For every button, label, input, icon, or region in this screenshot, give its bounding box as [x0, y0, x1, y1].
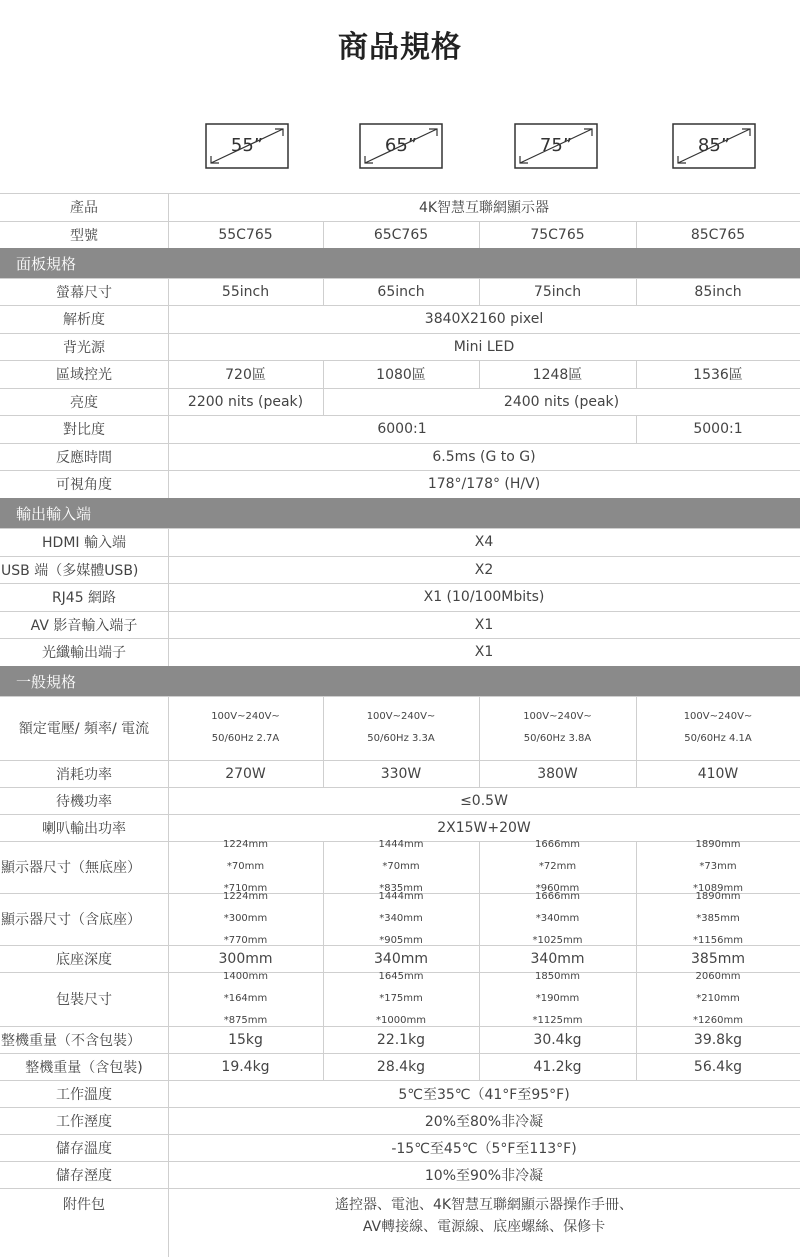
dim-stand-55: 1224mm *300mm *770mm	[223, 891, 268, 946]
speaker-value: 2X15W+20W	[437, 819, 531, 836]
model-75: 75C765	[530, 226, 585, 243]
power-65: 100V~240V~ 50/60Hz 3.3A	[366, 711, 436, 744]
backlight-value: Mini LED	[453, 338, 515, 355]
row-label-storage-humidity: 儲存溼度	[56, 1167, 112, 1184]
row-label-optical-output: 光纖輸出端子	[42, 645, 126, 661]
resolution-value: 3840X2160 pixel	[424, 311, 544, 327]
row-label-av-input: AV 影音輸入端子	[30, 617, 138, 634]
dim-nostand-75: 1666mm *72mm *960mm	[535, 839, 580, 894]
response-value: 6.5ms (G to G)	[432, 448, 536, 465]
size-85-icon	[672, 123, 756, 169]
contrast-55-75: 6000:1	[377, 421, 427, 437]
row-label-standby-power: 待機功率	[56, 793, 112, 810]
optical-value: X1	[474, 644, 494, 660]
row-label-speaker-output: 喇叭輸出功率	[42, 820, 126, 837]
row-label-viewing-angle: 可視角度	[56, 477, 112, 493]
gross-weight-65: 28.4kg	[376, 1058, 426, 1075]
section-panel-specs: 面板規格	[0, 248, 800, 278]
contrast-85: 5000:1	[693, 421, 743, 437]
section-io-ports: 輸出輸入端	[0, 498, 800, 528]
size-85-label: 85”	[697, 135, 731, 156]
model-85: 85C765	[690, 226, 746, 243]
dim-stand-75: 1666mm *340mm *1025mm	[532, 891, 583, 946]
section-general-specs: 一般規格	[0, 666, 800, 696]
brightness-55: 2200 nits (peak)	[187, 393, 304, 410]
size-65-label: 65”	[384, 135, 418, 156]
operating-temp-value: 5℃至35℃（41°F至95°F)	[398, 1086, 570, 1103]
stand-depth-65: 340mm	[374, 950, 428, 967]
size-55-icon	[205, 123, 289, 169]
operating-humidity-value: 20%至80%非冷凝	[424, 1113, 544, 1130]
zones-65: 1080區	[376, 367, 426, 383]
package-75: 1850mm *190mm *1125mm	[532, 971, 583, 1026]
usb-value: X2	[474, 561, 494, 578]
row-label-operating-humidity: 工作溼度	[56, 1113, 112, 1130]
storage-humidity-value: 10%至90%非冷凝	[424, 1167, 544, 1184]
product-value: 4K智慧互聯網顯示器	[418, 200, 550, 216]
screen-55: 55inch	[221, 283, 270, 300]
net-weight-75: 30.4kg	[533, 1031, 582, 1048]
brightness-65-85: 2400 nits (peak)	[503, 393, 620, 410]
av-value: X1	[474, 616, 494, 633]
package-65: 1645mm *175mm *1000mm	[376, 971, 426, 1026]
storage-temp-value: -15℃至45℃（5°F至113°F)	[391, 1140, 577, 1157]
net-weight-65: 22.1kg	[376, 1031, 426, 1048]
dim-nostand-65: 1444mm *70mm *835mm	[378, 839, 424, 894]
row-label-contrast: 對比度	[63, 422, 105, 438]
package-55: 1400mm *164mm *875mm	[223, 971, 268, 1026]
gross-weight-75: 41.2kg	[533, 1058, 582, 1075]
dim-stand-65: 1444mm *340mm *905mm	[378, 891, 424, 946]
row-label-hdmi: HDMI 輸入端	[42, 535, 126, 551]
zones-55: 720區	[225, 367, 266, 383]
row-label-response-time: 反應時間	[56, 449, 112, 466]
row-label-dimensions-with-stand: 顯示器尺寸（含底座）	[1, 912, 141, 928]
consumption-65: 330W	[380, 765, 422, 782]
standby-value: ≤0.5W	[460, 792, 508, 809]
power-75: 100V~240V~ 50/60Hz 3.8A	[523, 711, 592, 744]
dim-nostand-85: 1890mm *73mm *1089mm	[693, 839, 743, 894]
row-label-operating-temp: 工作溫度	[56, 1086, 112, 1103]
stand-depth-55: 300mm	[218, 950, 273, 967]
row-label-gross-weight: 整機重量（含包裝)	[25, 1059, 143, 1076]
zones-85: 1536區	[693, 367, 743, 383]
row-label-power-consumption: 消耗功率	[56, 766, 112, 783]
size-65-icon	[359, 123, 443, 169]
gross-weight-55: 19.4kg	[221, 1058, 270, 1075]
dim-nostand-55: 1224mm *70mm *710mm	[223, 839, 268, 894]
consumption-55: 270W	[225, 765, 266, 782]
row-label-rj45: RJ45 網路	[51, 590, 117, 606]
model-65: 65C765	[373, 226, 429, 243]
row-label-brightness: 亮度	[70, 394, 98, 411]
size-75-label: 75”	[539, 135, 573, 156]
row-label-backlight: 背光源	[63, 339, 105, 356]
model-55: 55C765	[218, 226, 273, 243]
row-label-stand-depth: 底座深度	[56, 951, 112, 968]
row-label-usb: USB 端（多媒體USB)	[1, 562, 139, 579]
size-55-label: 55”	[230, 135, 264, 156]
accessories-value: 遙控器、電池、4K智慧互聯網顯示器操作手冊、 AV轉接線、電源線、底座螺絲、保修卡	[334, 1197, 634, 1235]
size-75-icon	[514, 123, 598, 169]
row-label-dimensions-no-stand: 顯示器尺寸（無底座）	[1, 860, 141, 876]
zones-75: 1248區	[532, 367, 583, 383]
stand-depth-85: 385mm	[691, 950, 745, 967]
gross-weight-85: 56.4kg	[693, 1058, 743, 1075]
dim-stand-85: 1890mm *385mm *1156mm	[693, 891, 743, 946]
row-label-resolution: 解析度	[63, 312, 105, 328]
row-label-product: 產品	[70, 200, 98, 216]
row-label-model: 型號	[70, 227, 98, 244]
row-label-accessories: 附件包	[63, 1197, 105, 1213]
row-label-power-rating: 額定電壓/ 頻率/ 電流	[18, 721, 150, 737]
screen-85: 85inch	[694, 283, 742, 300]
row-label-screen-size: 螢幕尺寸	[56, 284, 112, 301]
net-weight-85: 39.8kg	[693, 1031, 743, 1048]
power-55: 100V~240V~ 50/60Hz 2.7A	[211, 711, 280, 744]
hdmi-value: X4	[474, 534, 494, 550]
package-85: 2060mm *210mm *1260mm	[693, 971, 743, 1026]
stand-depth-75: 340mm	[530, 950, 585, 967]
consumption-85: 410W	[697, 765, 739, 782]
net-weight-55: 15kg	[228, 1031, 263, 1048]
row-label-package-size: 包裝尺寸	[56, 992, 112, 1008]
screen-65: 65inch	[377, 283, 425, 300]
rj45-value: X1 (10/100Mbits)	[423, 589, 545, 605]
row-label-storage-temp: 儲存溫度	[56, 1140, 112, 1157]
page-title: 商品規格	[338, 30, 462, 65]
power-85: 100V~240V~ 50/60Hz 4.1A	[683, 711, 753, 744]
consumption-75: 380W	[537, 765, 578, 782]
row-label-local-dimming: 區域控光	[56, 367, 112, 383]
row-label-net-weight: 整機重量（不含包裝）	[1, 1032, 141, 1049]
screen-75: 75inch	[533, 283, 582, 300]
angle-value: 178°/178° (H/V)	[427, 476, 541, 492]
